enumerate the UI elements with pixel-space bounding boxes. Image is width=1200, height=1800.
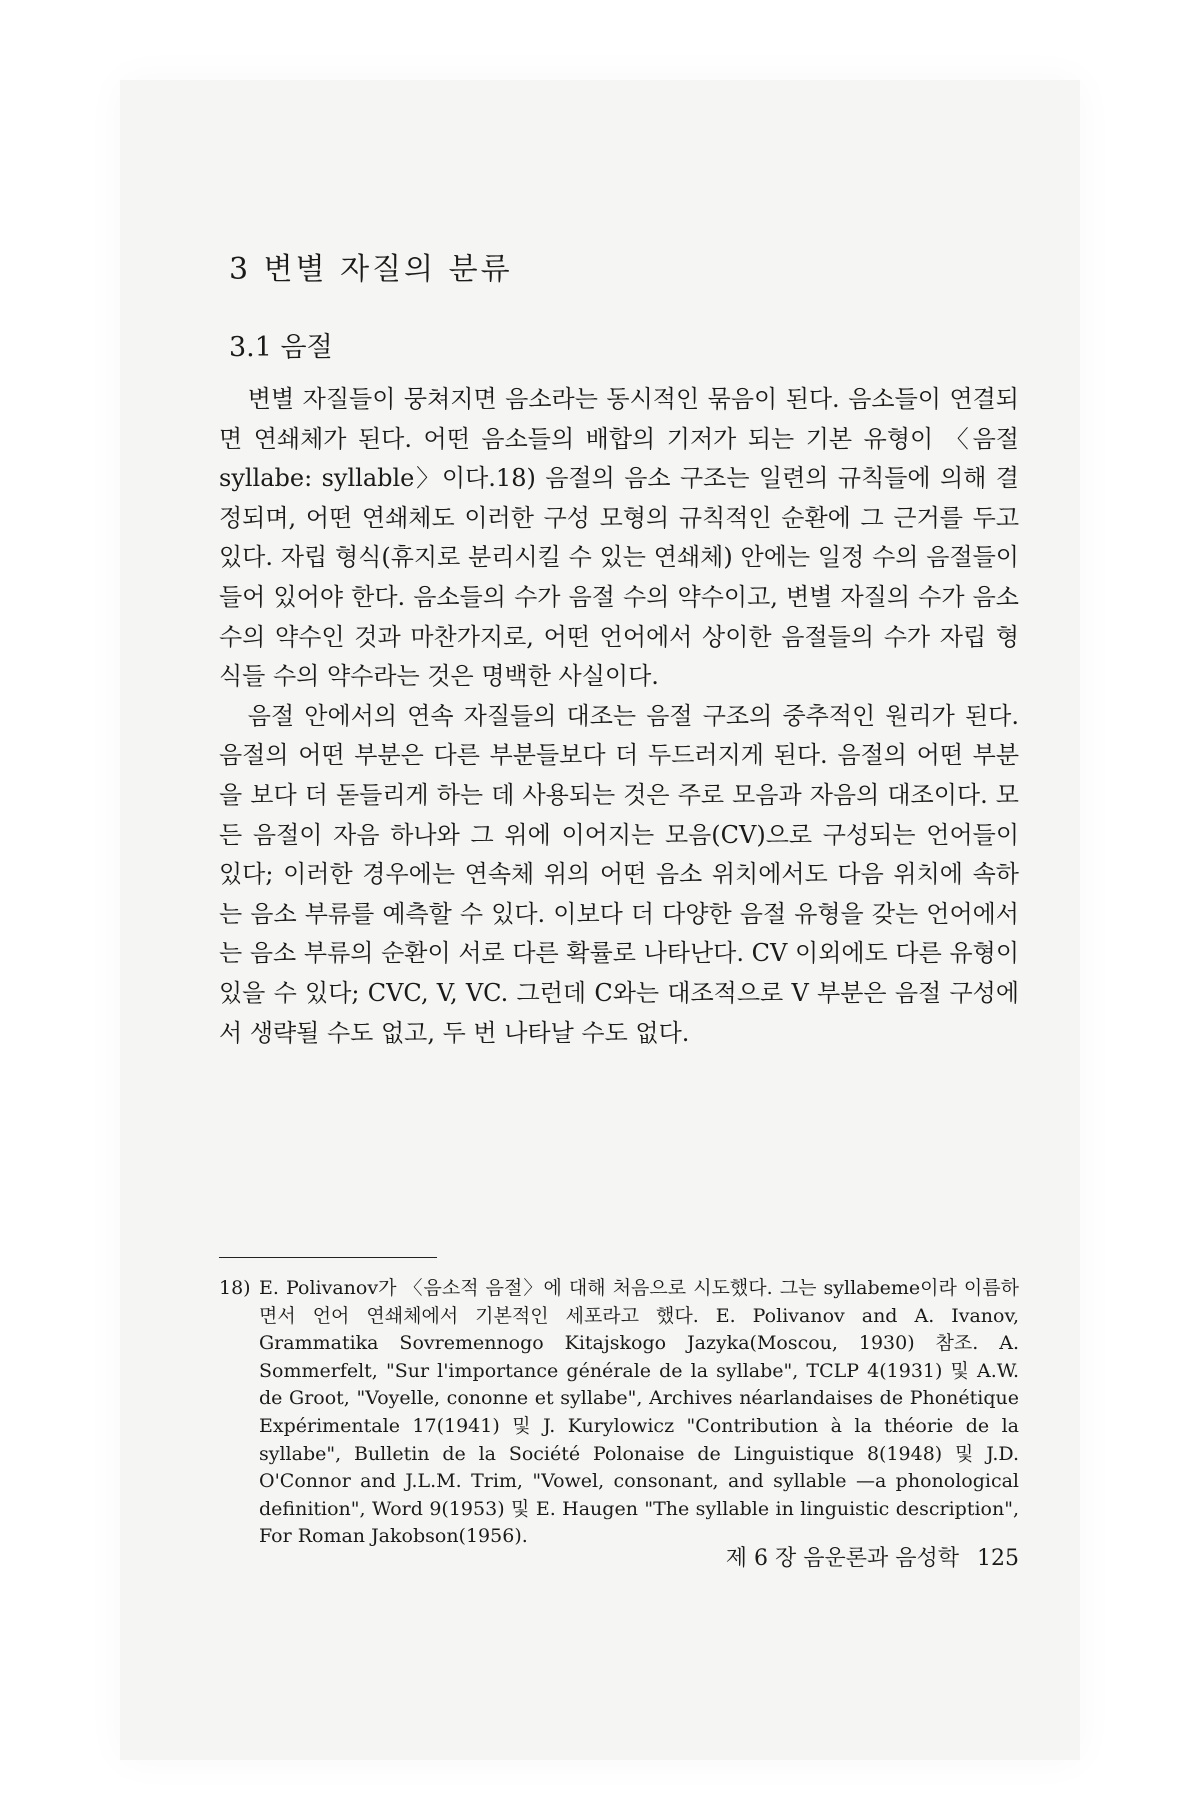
page-number: 125 — [977, 1546, 1019, 1571]
footnote-number: 18) — [219, 1277, 251, 1299]
footnote-text: E. Polivanov가 〈음소적 음절〉에 대해 처음으로 시도했다. 그는 syllabeme이라 이름하면서 언어 연쇄체에서 기본적인 세포라고 했다. E. Polivanov and A. Ivanov, Grammatika Sovremennogo Kitajskogo Jazyka(Moscou, 1930) 참조. A. Sommerfelt, "Sur l'importance générale de la syllabe", TCLP 4(1931) 및 A.W. de Groot, "Voyelle, cononne et syllabe", Archives néarlandaises de Phonétique Expérimentale 17(1941) 및 J. Kurylowicz "Contribution à la théorie de la syllabe", Bulletin de la Société Polonaise de Linguistique 8(1948) 및 J.D. O'Connor and J.L.M. Trim, "Vowel, consonant, and syllable —a phonological definition", Word 9(1953) 및 E. Haugen "The syllable in linguistic description", For Roman Jakobson(1956). — [259, 1277, 1019, 1548]
chapter-heading: 3 변별 자질의 분류 — [229, 252, 513, 287]
section-heading: 3.1 음절 — [229, 332, 333, 363]
footnotes — [219, 1275, 1019, 1551]
paragraph-2: 음절 안에서의 연속 자질들의 대조는 음절 구조의 중추적인 원리가 된다. 음절의 어떤 부분은 다른 부분들보다 더 두드러지게 된다. 음절의 어떤 부분을 보다 더 돋들리게 하는 데 사용되는 것은 주로 모음과 자음의 대조이다. 모든 음절이 자음 하나와 그 위에 이어지는 모음(CV)으로 구성되는 언어들이 있다; 이러한 경우에는 연속체 위의 어떤 음소 위치에서도 다음 위치에 속하는 음소 부류를 예측할 수 있다. 이보다 더 다양한 음절 유형을 갖는 언어에서는 음소 부류의 순환이 서로 다른 확률로 나타난다. CV 이외에도 다른 유형이 있을 수 있다; CVC, V, VC. 그런데 C와는 대조적으로 V 부분은 음절 구성에서 생략될 수도 없고, 두 번 나타날 수도 없다. — [219, 701, 1019, 1047]
paragraph-1: 변별 자질들이 뭉쳐지면 음소라는 동시적인 묶음이 된다. 음소들이 연결되면 연쇄체가 된다. 어떤 음소들의 배합의 기저가 되는 기본 유형이 〈음절 syllabe: syllable〉이다.18) 음절의 음소 구조는 일련의 규칙들에 의해 결정되며, 어떤 연쇄체도 이러한 구성 모형의 규칙적인 순환에 그 근거를 두고 있다. 자립 형식(휴지로 분리시킬 수 있는 연쇄체) 안에는 일정 수의 음절들이 들어 있어야 한다. 음소들의 수가 음절 수의 약수이고, 변별 자질의 수가 음소 수의 약수인 것과 마찬가지로, 어떤 언어에서 상이한 음절들의 수가 자립 형식들 수의 약수라는 것은 명백한 사실이다. — [219, 385, 1019, 691]
footnote-divider — [219, 1257, 437, 1258]
footnote-18 — [219, 1275, 1019, 1551]
footer-chapter-label: 제 6 장 음운론과 음성학 — [725, 1546, 959, 1571]
body-text — [219, 380, 1019, 1053]
running-footer — [726, 1541, 1019, 1572]
